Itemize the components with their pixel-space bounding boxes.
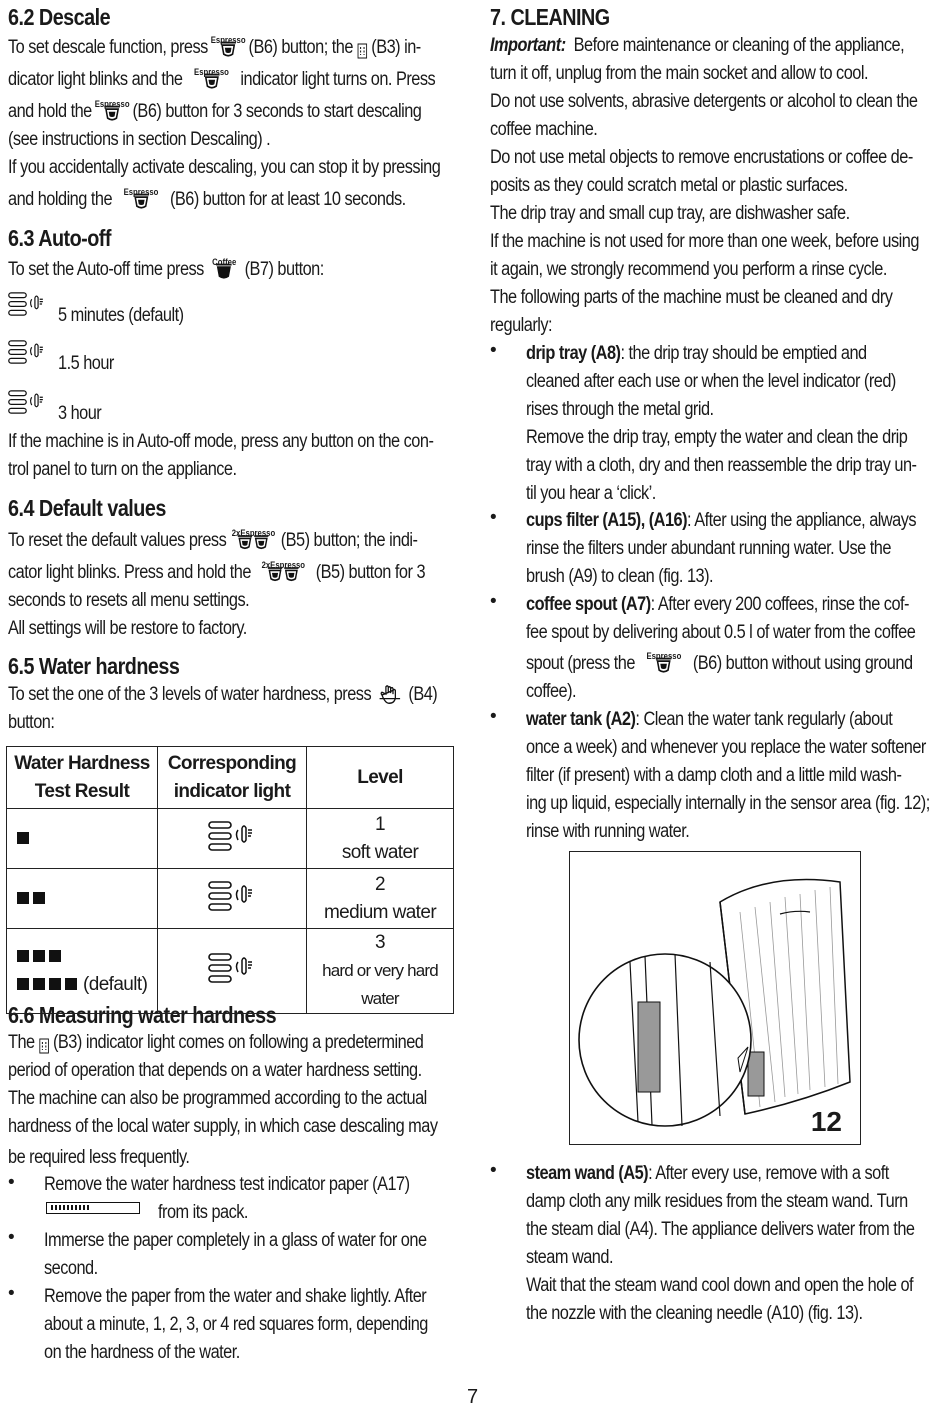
section-6-5-title: 6.5 Water hardness xyxy=(8,653,180,679)
clean-line: Do not use metal objects to remove encrustations or coffee de- xyxy=(490,147,913,168)
table-row xyxy=(7,869,454,929)
drip-line-2: cleaned after each use or when the level indicator (red) xyxy=(526,371,896,392)
bullet-marker: • xyxy=(490,591,497,612)
clean-line: The following parts of the machine must be cleaned and dry xyxy=(490,287,893,308)
indicator-lights-icon xyxy=(8,288,46,320)
bullet-marker: • xyxy=(490,706,497,727)
wand-line-6: the nozzle with the cleaning needle (A10) (fig. 13). xyxy=(526,1303,863,1324)
drip-line-6: til you hear a ‘click’. xyxy=(526,483,656,504)
table-header-row xyxy=(7,747,454,809)
default-line-1: To reset the default values press 2xEspresso (B5) button; the indi- xyxy=(8,527,418,551)
clean-line: turn it off, unplug from the main socket and allow to cool. xyxy=(490,63,868,84)
water-tank-illustration xyxy=(570,852,860,1144)
square-icon xyxy=(65,978,77,990)
coffee-button-icon: Coffee xyxy=(215,261,234,279)
test-strip-icon xyxy=(46,1202,140,1214)
red-squares-cell xyxy=(7,869,158,929)
measuring-bullet-1a: Remove the water hardness test indicator paper (A17) xyxy=(44,1174,410,1195)
clean-line: regularly: xyxy=(490,315,553,336)
measuring-bullet-2a: Immerse the paper completely in a glass of water for one xyxy=(44,1230,427,1251)
square-icon xyxy=(17,832,29,844)
header-level: Level xyxy=(307,747,454,809)
water-hardness-table xyxy=(6,746,454,1014)
descale-line-2: dicator light blinks and the Espresso indicator light turns on. Press xyxy=(8,66,436,90)
wand-line-3: the steam dial (A4). The appliance delivers water from the xyxy=(526,1219,915,1240)
tank-line-5: rinse with running water. xyxy=(526,821,690,842)
espresso-button-icon: Espresso xyxy=(654,655,673,673)
descale-line-1: To set descale function, press Espresso (B6) button; the (B3) in- xyxy=(8,34,421,58)
square-icon xyxy=(17,978,29,990)
hardness-line-2: button: xyxy=(8,712,55,733)
spout-line-1: coffee spout (A7): After every 200 coffees, rinse the cof- xyxy=(526,594,909,615)
section-6-6-title: 6.6 Measuring water hardness xyxy=(8,1002,277,1028)
descale-line-5: If you accidentally activate descaling, you can stop it by pressing xyxy=(8,157,441,178)
descale-icon xyxy=(39,1035,49,1051)
square-icon xyxy=(33,950,45,962)
square-icon xyxy=(33,978,45,990)
measuring-line-3: The machine can also be programmed according to the actual xyxy=(8,1088,427,1109)
wand-line-2: damp cloth any milk residues from the steam wand. Turn xyxy=(526,1191,908,1212)
section-6-3-title: 6.3 Auto-off xyxy=(8,225,111,251)
cups-line-2: rinse the filters under abundant running water. Use the xyxy=(526,538,891,559)
wand-line-4: steam wand. xyxy=(526,1247,613,1268)
spout-line-4: coffee). xyxy=(526,681,577,702)
indicator-cell xyxy=(158,809,307,869)
header-test-result: Water Hardness Test Result xyxy=(7,747,158,809)
red-squares-cell xyxy=(7,809,158,869)
square-icon xyxy=(49,950,61,962)
section-6-2-title: 6.2 Descale xyxy=(8,4,111,30)
page-number: 7 xyxy=(467,1386,479,1408)
level-cell: 3 hard or very hard water xyxy=(307,929,454,1014)
hot-water-hand-icon xyxy=(379,684,401,706)
indicator-lights-icon xyxy=(208,820,256,852)
autooff-line-1: To set the Auto-off time press Coffee (B7) button: xyxy=(8,256,324,280)
wand-line-5: Wait that the steam wand cool down and open the hole of xyxy=(526,1275,914,1296)
drip-line-3: rises through the metal grid. xyxy=(526,399,714,420)
indicator-lights-icon xyxy=(208,880,256,912)
indicator-lights-icon xyxy=(208,952,256,984)
tank-line-2: once a week) and whenever you replace the water softener xyxy=(526,737,926,758)
bullet-marker: • xyxy=(490,340,497,361)
spout-line-2: fee spout by delivering about 0.5 l of water from the coffee xyxy=(526,622,916,643)
drip-line-1: drip tray (A8): the drip tray should be emptied and xyxy=(526,343,867,364)
default-line-2: cator light blinks. Press and hold the 2xEspresso (B5) button for 3 xyxy=(8,559,426,583)
cups-line-3: brush (A9) to clean (fig. 13). xyxy=(526,566,714,587)
red-squares-cell: (default) xyxy=(7,929,158,1014)
autooff-line-3: trol panel to turn on the appliance. xyxy=(8,459,237,480)
double-espresso-button-icon: 2xEspresso xyxy=(237,532,270,550)
measuring-bullet-2b: second. xyxy=(44,1258,98,1279)
measuring-line-1: The (B3) indicator light comes on following a predetermined xyxy=(8,1032,424,1053)
indicator-cell xyxy=(158,929,307,1014)
square-icon xyxy=(17,950,29,962)
square-icon xyxy=(33,892,45,904)
cups-line-1: cups filter (A15), (A16): After using the appliance, always xyxy=(526,510,917,531)
bullet-marker: • xyxy=(8,1283,15,1304)
figure-12-water-tank xyxy=(569,851,861,1145)
descale-line-4: (see instructions in section Descaling) . xyxy=(8,129,271,150)
tank-line-3: filter (if present) with a damp cloth and a little mild wash- xyxy=(526,765,902,786)
espresso-button-icon: Espresso xyxy=(103,103,122,121)
clean-line: If the machine is not used for more than one week, before using xyxy=(490,231,919,252)
measuring-bullet-1b: from its pack. xyxy=(158,1202,248,1223)
default-line-4: All settings will be restore to factory. xyxy=(8,618,247,639)
level-cell: 2 medium water xyxy=(307,869,454,929)
descale-line-3: and hold the Espresso (B6) button for 3 seconds to start descaling xyxy=(8,98,422,122)
table-row xyxy=(7,809,454,869)
clean-line: coffee machine. xyxy=(490,119,598,140)
espresso-button-icon: Espresso xyxy=(219,39,238,57)
level-cell: 1 soft water xyxy=(307,809,454,869)
hardness-line-1: To set the one of the 3 levels of water hardness, press (B4) xyxy=(8,684,438,705)
clean-line: it again, we strongly recommend you perform a rinse cycle. xyxy=(490,259,887,280)
drip-line-4: Remove the drip tray, empty the water and clean the drip xyxy=(526,427,908,448)
important-line: Important: Before maintenance or cleaning of the appliance, xyxy=(490,35,905,56)
descale-line-6: and holding the Espresso (B6) button for at least 10 seconds. xyxy=(8,186,406,210)
bullet-marker: • xyxy=(8,1172,15,1193)
bullet-marker: • xyxy=(490,1160,497,1181)
clean-line: posits as they could scratch metal or plastic surfaces. xyxy=(490,175,848,196)
measuring-bullet-3a: Remove the paper from the water and shake lightly. After xyxy=(44,1286,427,1307)
descale-icon xyxy=(357,40,367,56)
autooff-line-2: If the machine is in Auto-off mode, press any button on the con- xyxy=(8,431,434,452)
tank-line-1: water tank (A2): Clean the water tank regularly (about xyxy=(526,709,893,730)
clean-line: Do not use solvents, abrasive detergents or alcohol to clean the xyxy=(490,91,918,112)
drip-line-5: tray with a cloth, dry and then reassemble the drip tray un- xyxy=(526,455,917,476)
indicator-lights-icon xyxy=(8,336,46,368)
header-indicator: Corresponding indicator light xyxy=(158,747,307,809)
double-espresso-button-icon: 2xEspresso xyxy=(267,564,300,582)
clean-line: The drip tray and small cup tray, are dishwasher safe. xyxy=(490,203,850,224)
square-icon xyxy=(49,978,61,990)
indicator-cell xyxy=(158,869,307,929)
section-7-title: 7. CLEANING xyxy=(490,4,610,30)
tank-line-4: ing up liquid, especially internally in the sensor area (fig. 12); xyxy=(526,793,930,814)
measuring-bullet-3c: on the hardness of the water. xyxy=(44,1342,240,1363)
table-row xyxy=(7,929,454,1014)
indicator-lights-icon xyxy=(8,386,46,418)
bullet-marker: • xyxy=(490,507,497,528)
wand-line-1: steam wand (A5): After every use, remove with a soft xyxy=(526,1163,889,1184)
measuring-line-4: hardness of the local water supply, in which case descaling may xyxy=(8,1116,438,1137)
square-icon xyxy=(17,892,29,904)
measuring-line-5: be required less frequently. xyxy=(8,1147,190,1168)
measuring-line-2: period of operation that depends on a water hardness setting. xyxy=(8,1060,422,1081)
espresso-button-icon: Espresso xyxy=(202,71,221,89)
espresso-button-icon: Espresso xyxy=(132,191,151,209)
figure-number: 12 xyxy=(810,1106,842,1137)
measuring-bullet-3b: about a minute, 1, 2, 3, or 4 red squares form, depending xyxy=(44,1314,428,1335)
default-line-3: seconds to resets all menu settings. xyxy=(8,590,250,611)
bullet-marker: • xyxy=(8,1227,15,1248)
section-6-4-title: 6.4 Default values xyxy=(8,495,166,521)
spout-line-3: spout (press the Espresso (B6) button without using ground xyxy=(526,650,913,674)
